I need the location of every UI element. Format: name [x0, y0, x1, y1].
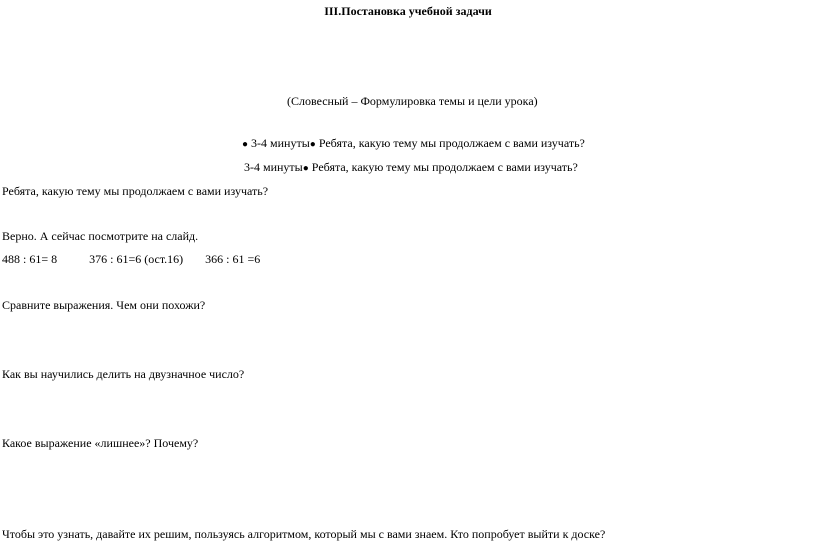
slide-instruction: Верно. А сейчас посмотрите на слайд. — [2, 229, 199, 243]
compare-question: Сравните выражения. Чем они похожи? — [2, 298, 206, 312]
topic-question-left: Ребята, какую тему мы продолжаем с вами изучать? — [2, 184, 269, 198]
expressions-row — [2, 253, 260, 265]
bullet-line-2 — [244, 161, 578, 174]
section-heading: III.Постановка учебной задачи — [324, 4, 492, 18]
method-note: (Словесный – Формулировка темы и цели урока) — [287, 94, 538, 108]
division-question: Как вы научились делить на двузначное число? — [2, 367, 245, 381]
topic-question: Ребята, какую тему мы продолжаем с вами изучать? — [311, 160, 578, 174]
extra-question: Какое выражение «лишнее»? Почему? — [2, 436, 199, 450]
expression: 488 : 61= 8 — [2, 252, 58, 266]
expression: 366 : 61 =6 — [205, 252, 261, 266]
bullet-icon: ● — [242, 139, 249, 150]
time-label: 3-4 минуты — [251, 136, 310, 150]
bullet-icon: ● — [309, 139, 316, 150]
expression: 376 : 61=6 (ост.16) — [89, 252, 184, 266]
bullet-line-1 — [242, 137, 585, 150]
bullet-icon: ● — [302, 163, 309, 174]
solve-instruction: Чтобы это узнать, давайте их решим, пользуясь алгоритмом, который мы с вами знаем. Кто попробует выйти к доске? — [2, 527, 606, 541]
topic-question: Ребята, какую тему мы продолжаем с вами изучать? — [318, 136, 585, 150]
time-label: 3-4 минуты — [244, 160, 303, 174]
